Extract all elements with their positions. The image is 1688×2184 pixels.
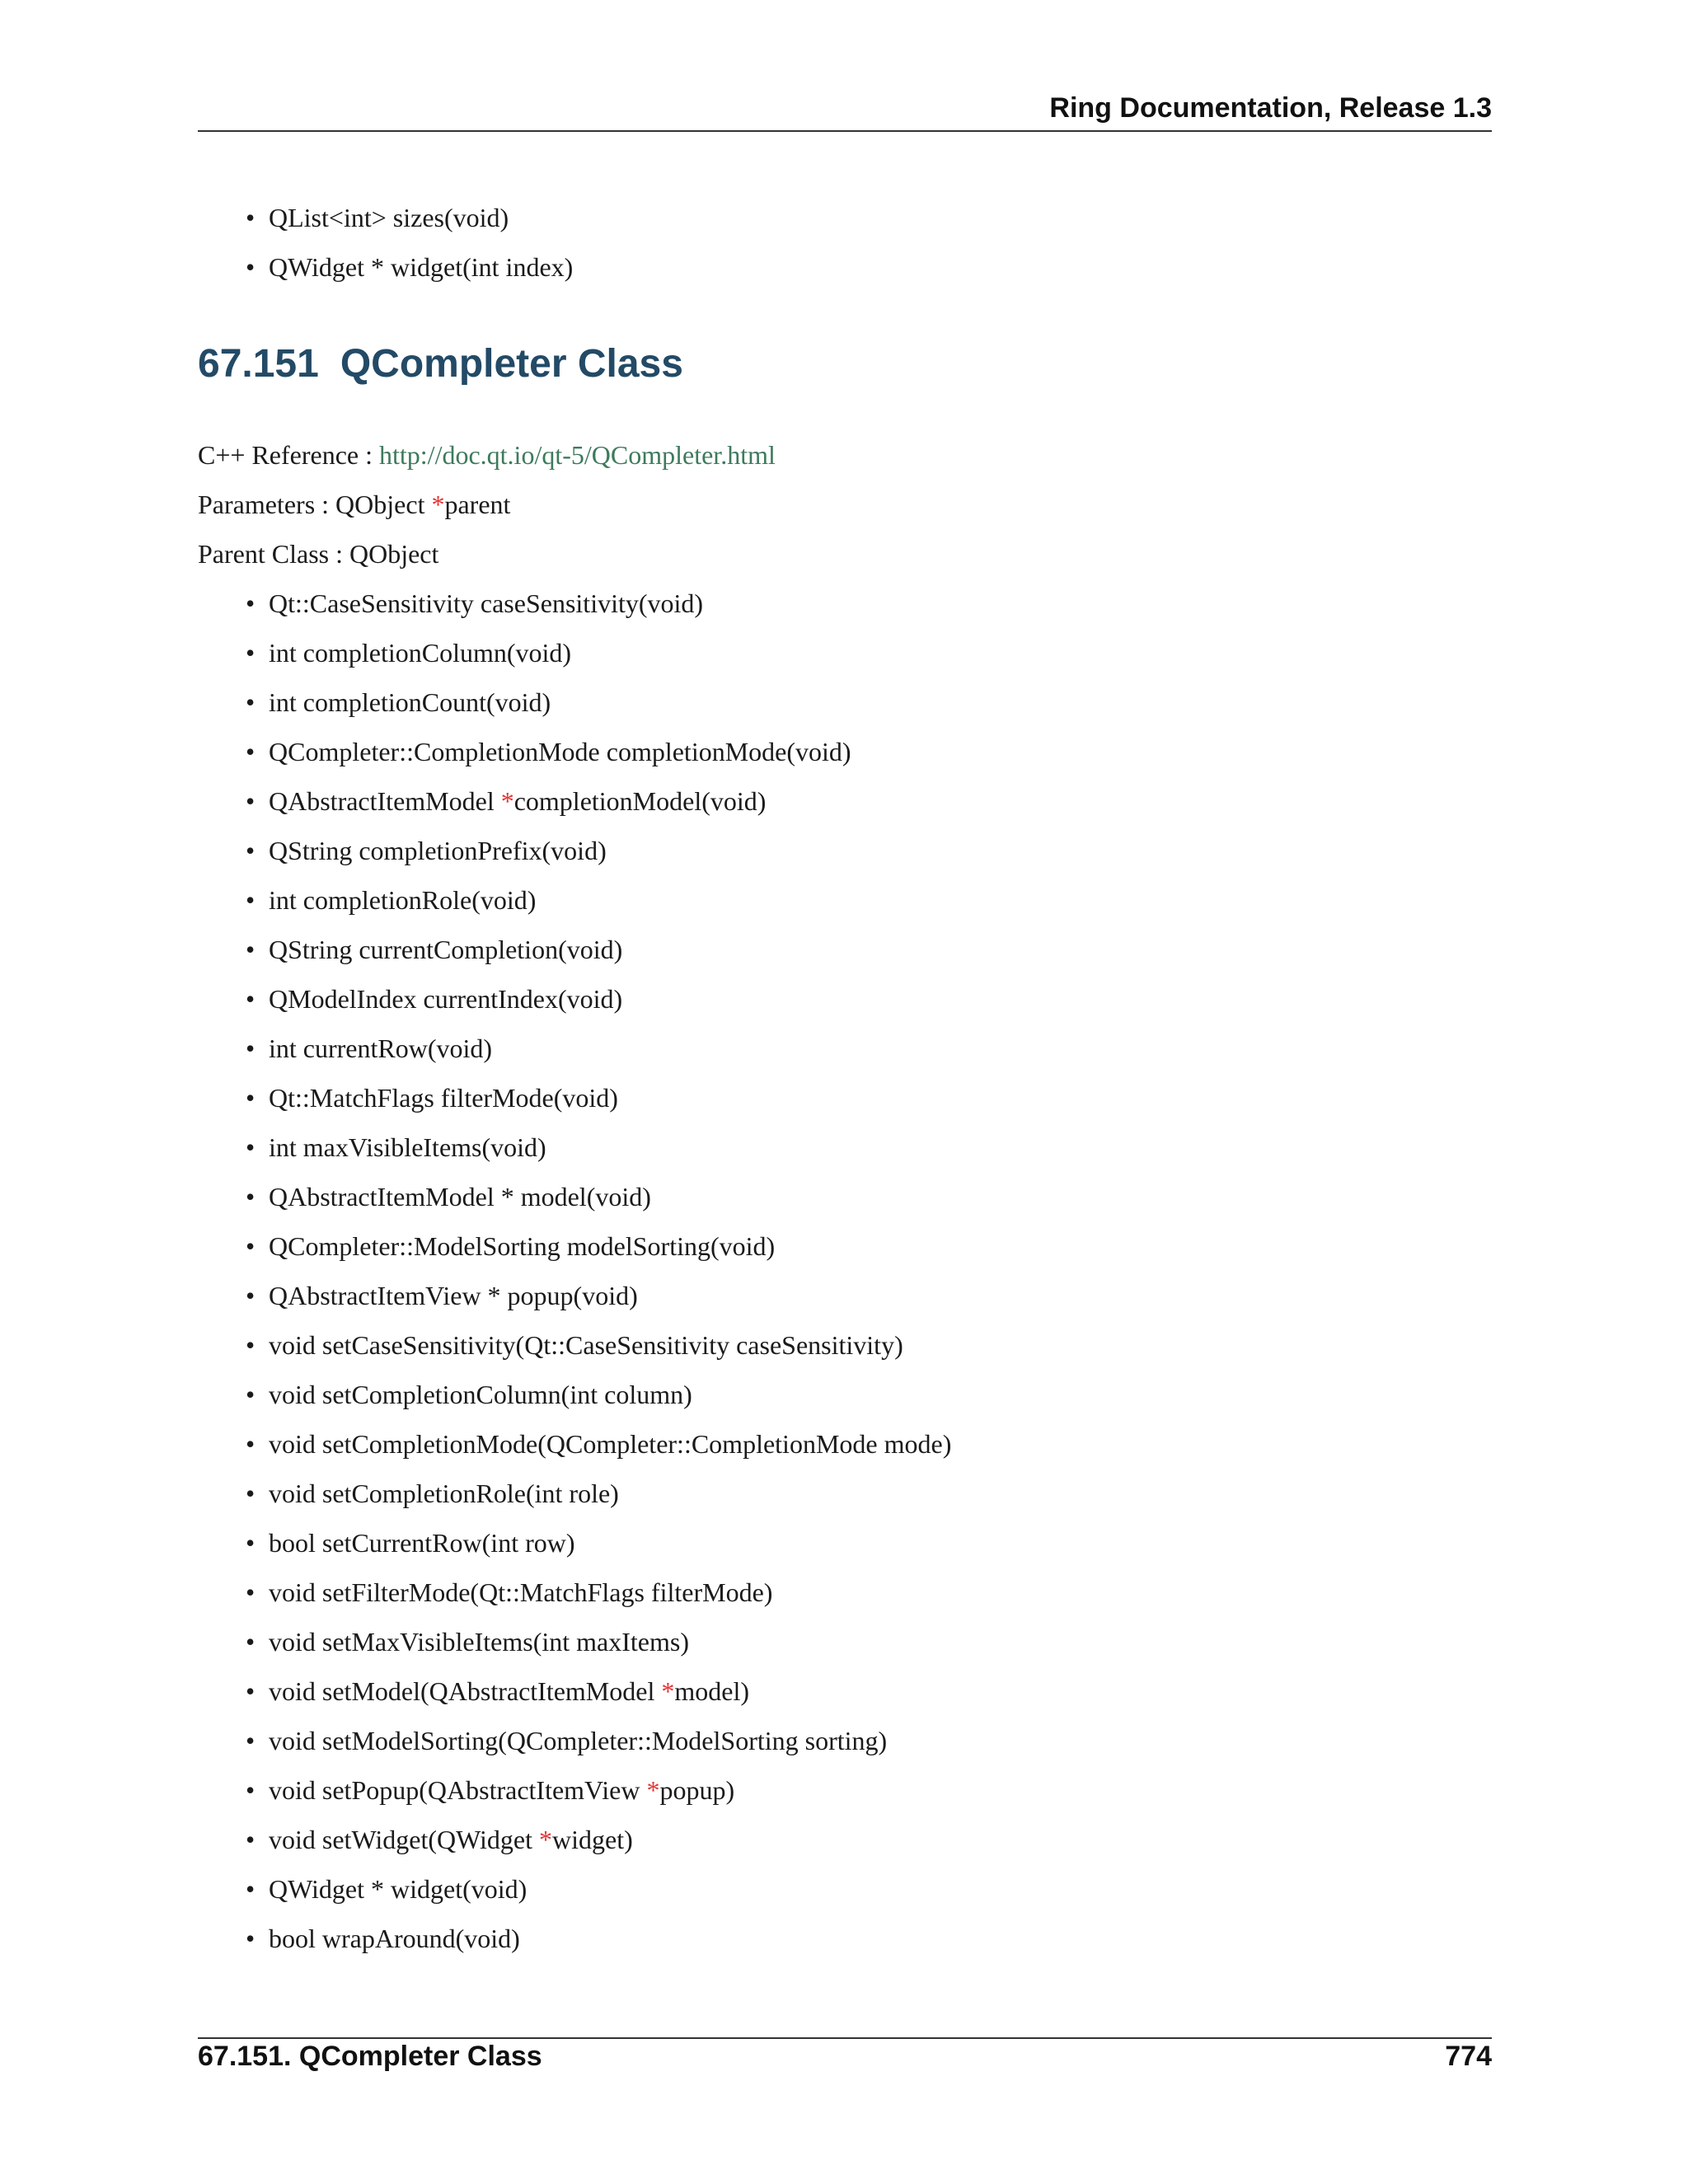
list-item <box>246 1122 951 1172</box>
list-item <box>246 1518 951 1568</box>
pointer-star: * <box>661 1676 675 1706</box>
list-item <box>246 826 951 875</box>
header-divider <box>198 130 1492 132</box>
pointer-star: * <box>431 490 445 519</box>
list-item <box>246 1568 951 1617</box>
list-item <box>246 1221 951 1271</box>
section-title: QCompleter Class <box>340 342 683 386</box>
list-item <box>246 727 951 776</box>
method-signature: void setWidget(QWidget <box>269 1825 540 1854</box>
page-number: 774 <box>1445 2041 1492 2072</box>
section-number: 67.151 <box>198 342 319 386</box>
method-signature: QAbstractItemModel * model(void) <box>269 1182 651 1212</box>
method-signature: void setCaseSensitivity(Qt::CaseSensitivity caseSensitivity) <box>269 1330 903 1360</box>
list-item <box>246 1073 951 1122</box>
list-item <box>246 677 951 727</box>
list-item <box>246 1914 951 1963</box>
list-item <box>246 1864 951 1914</box>
method-signature: int maxVisibleItems(void) <box>269 1132 546 1162</box>
method-signature-rest: completionModel(void) <box>513 786 767 816</box>
method-signature: int currentRow(void) <box>269 1033 493 1063</box>
method-signature: QWidget * widget(void) <box>269 1874 528 1904</box>
method-signature: QAbstractItemView * popup(void) <box>269 1281 638 1310</box>
method-signature: int completionColumn(void) <box>269 638 572 668</box>
pointer-star: * <box>500 786 514 816</box>
list-item <box>246 974 951 1024</box>
method-signature: QCompleter::CompletionMode completionMode(void) <box>269 737 851 766</box>
list-item <box>246 1271 951 1320</box>
list-item <box>246 579 951 628</box>
list-item <box>246 1370 951 1419</box>
method-signature: void setMaxVisibleItems(int maxItems) <box>269 1627 689 1657</box>
method-signature: void setCompletionMode(QCompleter::CompletionMode mode) <box>269 1429 952 1459</box>
pointer-star: * <box>539 1825 553 1854</box>
method-signature: QString completionPrefix(void) <box>269 836 607 865</box>
list-item <box>246 1666 951 1716</box>
list-item <box>246 1172 951 1221</box>
parameters-line <box>198 480 510 529</box>
list-item: • QWidget * widget(int index) <box>246 242 573 292</box>
method-signature: Qt::CaseSensitivity caseSensitivity(void) <box>269 588 704 618</box>
list-item <box>246 1419 951 1469</box>
method-signature-rest: popup) <box>659 1775 735 1805</box>
list-item <box>246 1765 951 1815</box>
footer-section-title: 67.151. QCompleter Class <box>198 2041 542 2072</box>
pointer-star: * <box>646 1775 660 1805</box>
list-item <box>246 1469 951 1518</box>
method-signature-rest: model) <box>674 1676 749 1706</box>
list-item <box>246 1024 951 1073</box>
list-item <box>246 1617 951 1666</box>
cpp-reference-label: C++ Reference : <box>198 440 379 470</box>
method-signature: QAbstractItemModel <box>269 786 501 816</box>
previous-method-list <box>246 193 573 292</box>
list-item <box>246 1716 951 1765</box>
list-item <box>246 1320 951 1370</box>
cpp-reference-link[interactable]: http://doc.qt.io/qt-5/QCompleter.html <box>379 440 776 470</box>
method-signature: void setModel(QAbstractItemModel <box>269 1676 662 1706</box>
method-signature: void setFilterMode(Qt::MatchFlags filterMode) <box>269 1577 773 1607</box>
list-item <box>246 776 951 826</box>
method-signature: QCompleter::ModelSorting modelSorting(void) <box>269 1231 776 1261</box>
method-signature: int completionCount(void) <box>269 687 551 717</box>
cpp-reference-line <box>198 430 776 480</box>
list-item <box>246 628 951 677</box>
method-signature: bool wrapAround(void) <box>269 1924 520 1953</box>
list-item: • QList<int> sizes(void) <box>246 193 573 242</box>
method-signature: QString currentCompletion(void) <box>269 935 623 964</box>
method-signature: void setCompletionRole(int role) <box>269 1479 619 1508</box>
parent-class-line: Parent Class : QObject <box>198 539 439 569</box>
list-item <box>246 925 951 974</box>
method-signature: void setModelSorting(QCompleter::ModelSorting sorting) <box>269 1726 888 1755</box>
method-signature: int completionRole(void) <box>269 885 537 915</box>
method-signature: void setCompletionColumn(int column) <box>269 1380 692 1409</box>
parameters-label: Parameters : QObject <box>198 490 432 519</box>
method-signature-rest: widget) <box>552 1825 633 1854</box>
method-signature: bool setCurrentRow(int row) <box>269 1528 575 1558</box>
list-item <box>246 875 951 925</box>
parameters-value: parent <box>444 490 511 519</box>
footer-divider <box>198 2037 1492 2039</box>
section-heading <box>198 341 683 387</box>
running-header-title: Ring Documentation, Release 1.3 <box>1049 92 1492 124</box>
method-signature: void setPopup(QAbstractItemView <box>269 1775 647 1805</box>
list-item <box>246 1815 951 1864</box>
method-signature: QModelIndex currentIndex(void) <box>269 984 623 1014</box>
method-list <box>246 579 951 1963</box>
method-signature: Qt::MatchFlags filterMode(void) <box>269 1083 618 1113</box>
